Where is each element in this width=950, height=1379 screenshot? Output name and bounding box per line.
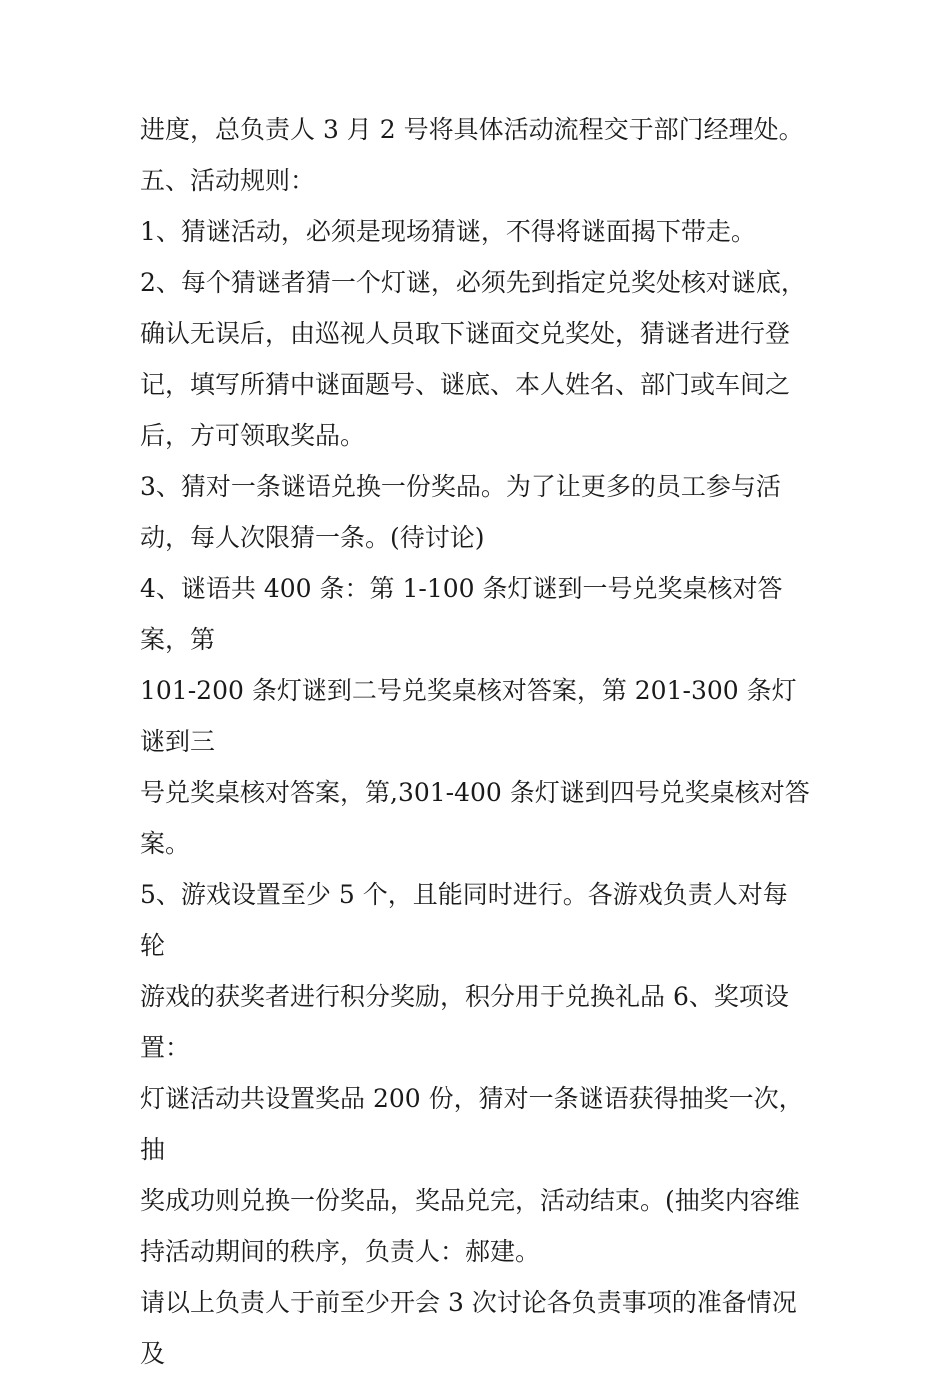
closing-line-1: 请以上负责人于前至少开会 3 次讨论各负责事项的准备情况及 [140, 1288, 797, 1368]
rule-1-line-1: 1、猜谜活动，必须是现场猜谜，不得将谜面揭下带走。 [140, 217, 756, 246]
document-body [140, 104, 812, 1379]
prize-line-3: 持活动期间的秩序，负责人：郝建。 [140, 1237, 541, 1266]
rule-2-line-4: 后，方可领取奖品。 [140, 421, 366, 450]
rule-5-line-1: 5、游戏设置至少 5 个，且能同时进行。各游戏负责人对每轮 [140, 880, 788, 960]
rule-4-line-1: 4、谜语共 400 条：第 1-100 条灯谜到一号兑奖桌核对答案，第 [140, 574, 783, 654]
section-heading-activity-rules: 五、活动规则： [140, 166, 316, 195]
rule-4-line-4: 案。 [140, 829, 191, 858]
rule-2-line-2: 确认无误后，由巡视人员取下谜面交兑奖处，猜谜者进行登 [140, 319, 791, 348]
rule-4-line-2: 101-200 条灯谜到二号兑奖桌核对答案，第 201-300 条灯谜到三 [140, 676, 797, 756]
rule-3-line-1: 3、猜对一条谜语兑换一份奖品。为了让更多的员工参与活 [140, 472, 781, 501]
rule-3-line-2: 动，每人次限猜一条。(待讨论) [140, 523, 485, 552]
rule-2-line-1: 2、每个猜谜者猜一个灯谜，必须先到指定兑奖处核对谜底， [140, 268, 806, 297]
rule-5-line-3: 置： [140, 1033, 191, 1062]
rule-2-line-3: 记，填写所猜中谜面题号、谜底、本人姓名、部门或车间之 [140, 370, 791, 399]
prize-line-2: 奖成功则兑换一份奖品，奖品兑完，活动结束。(抽奖内容维 [140, 1186, 800, 1215]
text-line-1: 进度，总负责人 3 月 2 号将具体活动流程交于部门经理处。 [140, 115, 804, 144]
prize-line-1: 灯谜活动共设置奖品 200 份，猜对一条谜语获得抽奖一次，抽 [140, 1084, 804, 1164]
rule-4-line-3: 号兑奖桌核对答案，第,301-400 条灯谜到四号兑奖桌核对答 [140, 778, 810, 807]
rule-5-line-2: 游戏的获奖者进行积分奖励，积分用于兑换礼品 6、奖项设 [140, 982, 789, 1011]
